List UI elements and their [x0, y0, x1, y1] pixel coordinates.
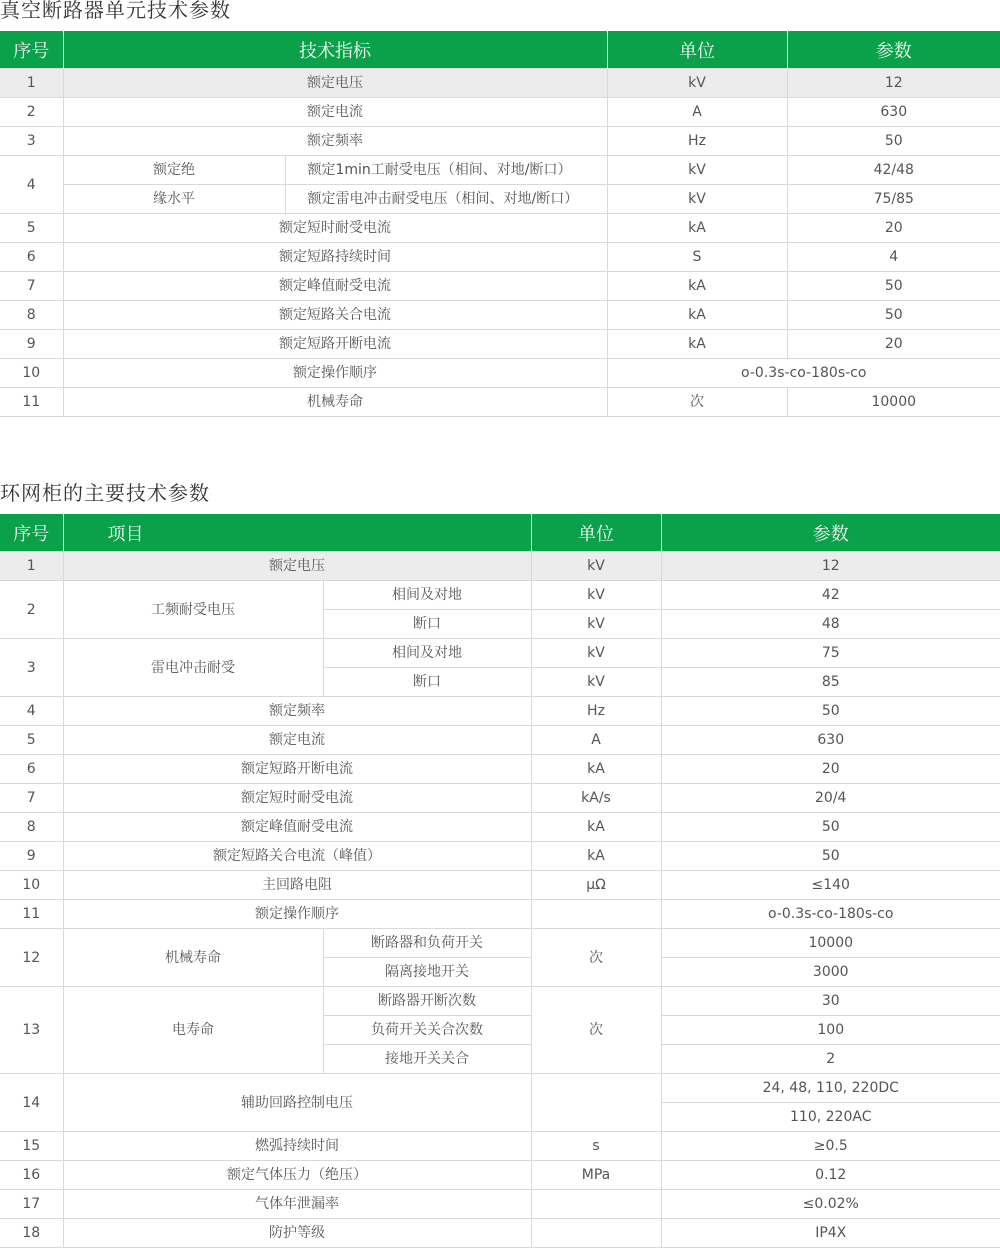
row-value: 630	[787, 98, 1000, 127]
row-unit	[531, 1190, 661, 1219]
table-row	[0, 726, 1000, 755]
row-subitem: 断路器和负荷开关	[323, 929, 531, 958]
table-row	[0, 1161, 1000, 1190]
row-subitem: 相间及对地	[323, 639, 531, 668]
table-header-row	[0, 514, 1000, 552]
table-row	[0, 156, 1000, 185]
row-unit: kV	[531, 581, 661, 610]
table-row	[0, 697, 1000, 726]
row-no: 6	[0, 243, 63, 272]
row-item: 额定频率	[63, 697, 531, 726]
table-row	[0, 1190, 1000, 1219]
row-value: 50	[661, 842, 1000, 871]
row-value: 110, 220AC	[661, 1103, 1000, 1132]
row-unit: s	[531, 1132, 661, 1161]
row-item: 额定峰值耐受电流	[63, 272, 607, 301]
row-value: 0.12	[661, 1161, 1000, 1190]
row-value: 12	[661, 552, 1000, 581]
row-value: ≤0.02%	[661, 1190, 1000, 1219]
table-row	[0, 581, 1000, 610]
row-value: 50	[787, 301, 1000, 330]
row-unit: kV	[531, 668, 661, 697]
row-item: 额定电压	[63, 552, 531, 581]
row-no: 9	[0, 842, 63, 871]
row-item: 额定短路开断电流	[63, 330, 607, 359]
row-no: 2	[0, 98, 63, 127]
row-value: 24, 48, 110, 220DC	[661, 1074, 1000, 1103]
row-item: 燃弧持续时间	[63, 1132, 531, 1161]
table-row	[0, 755, 1000, 784]
row-value: o-0.3s-co-180s-co	[607, 359, 1000, 388]
row-no: 4	[0, 156, 63, 214]
row-item: 机械寿命	[63, 929, 323, 987]
row-no: 11	[0, 388, 63, 417]
row-unit: kA	[607, 301, 787, 330]
table-row	[0, 98, 1000, 127]
row-item: 辅助回路控制电压	[63, 1074, 531, 1132]
row-unit: kV	[607, 185, 787, 214]
row-item: 额定操作顺序	[63, 900, 531, 929]
row-no: 3	[0, 639, 63, 697]
row-unit: kA	[531, 755, 661, 784]
row-no: 13	[0, 987, 63, 1074]
row-value: 85	[661, 668, 1000, 697]
row-no: 3	[0, 127, 63, 156]
row-item: 额定绝	[63, 156, 285, 185]
row-value: 30	[661, 987, 1000, 1016]
row-unit: MPa	[531, 1161, 661, 1190]
header-unit: 单位	[531, 514, 661, 552]
row-unit: kV	[607, 156, 787, 185]
section2-title: 环网柜的主要技术参数	[0, 481, 210, 505]
row-subitem: 额定雷电冲击耐受电压（相间、对地/断口）	[285, 185, 607, 214]
table-row	[0, 185, 1000, 214]
row-value: 20	[787, 214, 1000, 243]
breaker-spec-table	[0, 31, 1000, 417]
row-value: 20/4	[661, 784, 1000, 813]
rmu-spec-table	[0, 514, 1000, 1248]
row-no: 7	[0, 784, 63, 813]
row-value: 75	[661, 639, 1000, 668]
row-no: 16	[0, 1161, 63, 1190]
row-value: 20	[787, 330, 1000, 359]
row-value: 42	[661, 581, 1000, 610]
table-row	[0, 900, 1000, 929]
row-subitem: 断口	[323, 610, 531, 639]
row-item: 气体年泄漏率	[63, 1190, 531, 1219]
row-item: 雷电冲击耐受	[63, 639, 323, 697]
table-row	[0, 1132, 1000, 1161]
row-unit: 次	[531, 929, 661, 987]
row-value: 50	[661, 813, 1000, 842]
row-unit: kA/s	[531, 784, 661, 813]
row-no: 1	[0, 552, 63, 581]
row-value: 50	[661, 697, 1000, 726]
section1-title: 真空断路器单元技术参数	[0, 0, 231, 22]
row-unit	[531, 900, 661, 929]
row-no: 6	[0, 755, 63, 784]
row-subitem: 额定1min工耐受电压（相间、对地/断口）	[285, 156, 607, 185]
row-unit: kA	[531, 813, 661, 842]
row-item: 额定电流	[63, 726, 531, 755]
row-item: 额定频率	[63, 127, 607, 156]
header-value: 参数	[787, 31, 1000, 69]
row-value: 630	[661, 726, 1000, 755]
row-no: 5	[0, 214, 63, 243]
row-unit: A	[607, 98, 787, 127]
row-unit: kV	[531, 639, 661, 668]
row-value: 10000	[661, 929, 1000, 958]
header-value: 参数	[661, 514, 1000, 552]
header-item: 项目	[63, 514, 531, 552]
row-item: 防护等级	[63, 1219, 531, 1248]
row-item: 额定操作顺序	[63, 359, 607, 388]
row-value: 50	[787, 127, 1000, 156]
row-value: 42/48	[787, 156, 1000, 185]
row-subitem: 断路器开断次数	[323, 987, 531, 1016]
row-no: 17	[0, 1190, 63, 1219]
row-item: 额定电压	[63, 69, 607, 98]
row-item: 额定短路关合电流（峰值）	[63, 842, 531, 871]
row-subitem: 断口	[323, 668, 531, 697]
row-item: 额定短路开断电流	[63, 755, 531, 784]
row-unit: 次	[607, 388, 787, 417]
row-no: 10	[0, 871, 63, 900]
row-no: 10	[0, 359, 63, 388]
row-no: 14	[0, 1074, 63, 1132]
row-unit: kV	[531, 552, 661, 581]
row-no: 15	[0, 1132, 63, 1161]
table-row	[0, 69, 1000, 98]
row-value: 3000	[661, 958, 1000, 987]
table-row	[0, 388, 1000, 417]
table-row	[0, 330, 1000, 359]
row-value: 10000	[787, 388, 1000, 417]
row-item: 额定短路关合电流	[63, 301, 607, 330]
table-row	[0, 214, 1000, 243]
header-no: 序号	[0, 514, 63, 552]
row-unit: Hz	[607, 127, 787, 156]
row-subitem: 负荷开关关合次数	[323, 1016, 531, 1045]
row-no: 8	[0, 301, 63, 330]
row-unit: Hz	[531, 697, 661, 726]
table-row	[0, 929, 1000, 958]
row-no: 8	[0, 813, 63, 842]
table-row	[0, 1219, 1000, 1248]
row-subitem: 隔离接地开关	[323, 958, 531, 987]
row-no: 5	[0, 726, 63, 755]
row-value: ≥0.5	[661, 1132, 1000, 1161]
row-no: 2	[0, 581, 63, 639]
row-unit: S	[607, 243, 787, 272]
row-no: 11	[0, 900, 63, 929]
row-item: 缘水平	[63, 185, 285, 214]
row-no: 4	[0, 697, 63, 726]
row-unit: kV	[531, 610, 661, 639]
row-item: 额定短时耐受电流	[63, 214, 607, 243]
row-value: 100	[661, 1016, 1000, 1045]
row-value: 20	[661, 755, 1000, 784]
table-row	[0, 127, 1000, 156]
table-row	[0, 784, 1000, 813]
row-no: 9	[0, 330, 63, 359]
row-subitem: 相间及对地	[323, 581, 531, 610]
table-row	[0, 272, 1000, 301]
table-row	[0, 552, 1000, 581]
row-value: 48	[661, 610, 1000, 639]
row-unit: kV	[607, 69, 787, 98]
row-value: 4	[787, 243, 1000, 272]
row-value: IP4X	[661, 1219, 1000, 1248]
row-item: 额定短时耐受电流	[63, 784, 531, 813]
header-no: 序号	[0, 31, 63, 69]
row-item: 工频耐受电压	[63, 581, 323, 639]
table-row	[0, 842, 1000, 871]
row-value: 75/85	[787, 185, 1000, 214]
row-no: 12	[0, 929, 63, 987]
row-unit: kA	[531, 842, 661, 871]
row-no: 1	[0, 69, 63, 98]
row-no: 18	[0, 1219, 63, 1248]
table-row	[0, 639, 1000, 668]
header-unit: 单位	[607, 31, 787, 69]
table-row	[0, 243, 1000, 272]
table-header-row	[0, 31, 1000, 69]
row-item: 额定电流	[63, 98, 607, 127]
table-row	[0, 301, 1000, 330]
row-value: o-0.3s-co-180s-co	[661, 900, 1000, 929]
row-item: 机械寿命	[63, 388, 607, 417]
row-item: 额定峰值耐受电流	[63, 813, 531, 842]
row-value: ≤140	[661, 871, 1000, 900]
row-value: 12	[787, 69, 1000, 98]
table-row	[0, 359, 1000, 388]
row-unit	[531, 1074, 661, 1132]
row-unit: kA	[607, 330, 787, 359]
row-value: 50	[787, 272, 1000, 301]
row-item: 电寿命	[63, 987, 323, 1074]
table-row	[0, 987, 1000, 1016]
header-item: 技术指标	[63, 31, 607, 69]
row-subitem: 接地开关关合	[323, 1045, 531, 1074]
row-unit: μΩ	[531, 871, 661, 900]
row-unit: kA	[607, 272, 787, 301]
table-row	[0, 813, 1000, 842]
table-row	[0, 871, 1000, 900]
row-unit: 次	[531, 987, 661, 1074]
row-unit	[531, 1219, 661, 1248]
row-item: 额定短路持续时间	[63, 243, 607, 272]
row-item: 主回路电阻	[63, 871, 531, 900]
table-row	[0, 1074, 1000, 1103]
row-unit: kA	[607, 214, 787, 243]
row-no: 7	[0, 272, 63, 301]
row-unit: A	[531, 726, 661, 755]
row-item: 额定气体压力（绝压）	[63, 1161, 531, 1190]
row-value: 2	[661, 1045, 1000, 1074]
